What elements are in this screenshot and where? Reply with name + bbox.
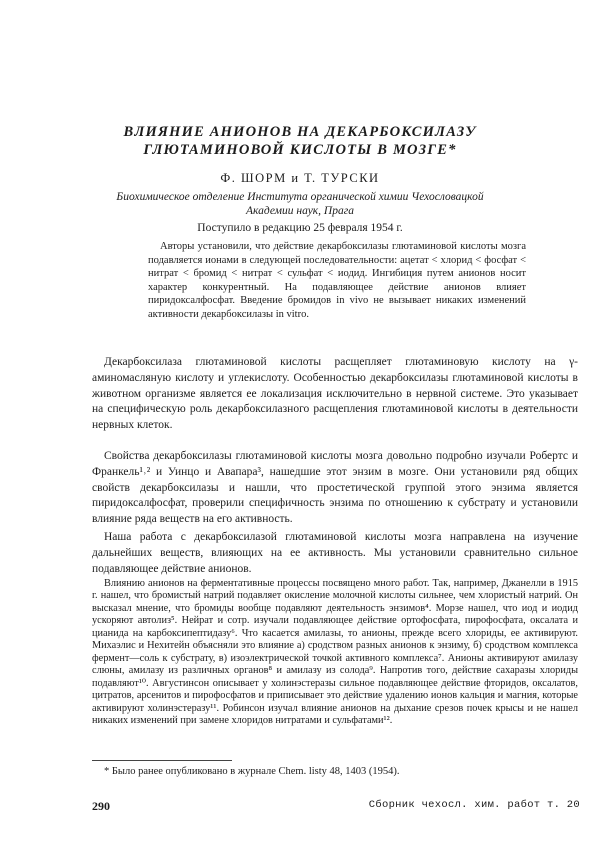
article-title-line-1: ВЛИЯНИЕ АНИОНОВ НА ДЕКАРБОКСИЛАЗУ bbox=[123, 124, 477, 140]
page-number: 290 bbox=[92, 799, 110, 813]
footnote: * Было ранее опубликовано в журнале Chem. listy 48, 1403 (1954). bbox=[104, 766, 400, 777]
body-paragraph-1: Декарбоксилаза глютаминовой кислоты расщепляет глютаминовую кислоту на γ-аминомасляную кислоту и углекислоту. Особенностью декарбоксилазы глютаминовой кислоты в животном организме является ее локализация исключительно в нервной системе. Это указывает на специфическую роль декарбоксилазного расщепления глютаминовой кислоты в деятельности нервных клеток. bbox=[92, 356, 578, 432]
body-paragraph-2: Свойства декарбоксилазы глютаминовой кислоты мозга довольно подробно изучали Робертс и Франкель¹˒² и Уинцо и Авапара³, нашедшие этот энзим в мозге. Они установили ряд общих свойств декарбоксилазы и нашли, что простетической группой этого энзима является пиридоксалфосфат, проверили специфичность энзима по отношению к субстрату и установили влияние ряда веществ на его активность. bbox=[92, 450, 578, 526]
body-paragraph-3: Наша работа с декарбоксилазой глютаминовой кислоты мозга направлена на изучение дальнейших веществ, влияющих на ее активность. Мы установили сравнительно сильное подавляющее действие анионов. bbox=[92, 531, 578, 575]
abstract: Авторы установили, что действие декарбоксилазы глютаминовой кислоты мозга подавляется ионами в следующей последовательности: ацетат < хлорид < фосфат < нитрат < бромид < нитрат < сульфат < иодид. Ингибиция путем анионов носит характер конкурентный. На подавляющее действие анионов влияет пиридоксалфосфат. Введение бромидов in vivo не вызывает никаких изменений активности декарбоксилазы in vitro. bbox=[148, 241, 526, 320]
journal-reference: Сборник чехосл. хим. работ т. 20 bbox=[368, 799, 580, 811]
footnote-divider bbox=[92, 760, 232, 761]
body-paragraph-4-small: Влиянию анионов на ферментативные процессы посвящено много работ. Так, например, Джанелли в 1915 г. нашел, что бромистый натрий подавляет окисление молочной кислоты сильнее, чем хлористый натрий. Он высказал мнение, что бромиды вообще подавляют деятельность энзимов⁴. Морзе нашел, что иод и иодид ускоряют автолиз⁵. Нейрат и сотр. изучали подавляющее действие ортофосфата, пирофосфата, оксалата и цианида на карбоксипептидазу⁶. Что касается амилазы, то анионы, прежде всего хлориды, ее активируют. Михаэлис и Нехитейн объясняли это влияние а) сродством разных анионов к энзиму, б) сродством комплекса фермент—соль к субстрату, в) изоэлектрической точкой активного комплекса⁷. Анионы активируют амилазу слюны, амилазу из различных органов⁸ и амилазу из солода⁹. Напротив того, действие сахаразы хлориды подавляют¹⁰. Августинсон описывает у холинэстеразы сильное подавляющее действие фторидов, оксалатов, цитратов, арсенитов и пирофосфатов и приписывает это действие удалению ионов кальция и магния, которые активируют холинэстеразу¹¹. Робинсон изучал влияние анионов на дыхание срезов почек крысы и не нашел никаких изменений при замене хлоридов нитратами и сульфатами¹². bbox=[92, 578, 578, 726]
article-title-line-2: ГЛЮТАМИНОВОЙ КИСЛОТЫ В МОЗГЕ* bbox=[143, 142, 457, 158]
affiliation: Биохимическое отделение Института органической химии Чехословацкой Академии наук, Прага bbox=[116, 191, 484, 217]
received-date: Поступило в редакцию 25 февраля 1954 г. bbox=[197, 222, 403, 234]
authors: Ф. ШОРМ и Т. ТУРСКИ bbox=[220, 171, 380, 185]
